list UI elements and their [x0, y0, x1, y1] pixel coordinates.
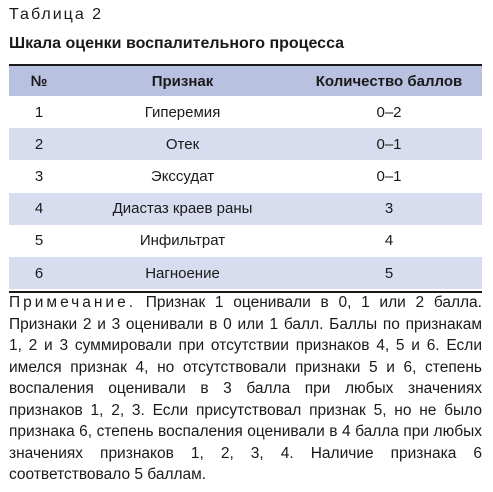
row-score: 0–2 [376, 103, 402, 121]
header-score: Количество баллов [315, 72, 463, 90]
table-row [9, 257, 482, 289]
row-number: 2 [34, 135, 44, 153]
row-score: 0–1 [376, 135, 402, 153]
row-number: 3 [34, 167, 44, 185]
row-sign: Гиперемия [144, 103, 221, 121]
table-row [9, 160, 482, 192]
table-header-row [9, 66, 482, 96]
row-number: 4 [34, 200, 44, 218]
table-row [9, 96, 482, 128]
row-score: 5 [384, 264, 394, 282]
scoring-table [9, 66, 482, 289]
row-sign: Нагноение [145, 264, 220, 282]
row-sign: Экссудат [150, 167, 215, 185]
row-sign: Диастаз краев раны [112, 200, 253, 218]
row-sign: Инфильтрат [139, 232, 226, 250]
row-score: 3 [384, 200, 394, 218]
header-sign: Признак [151, 72, 214, 90]
row-score: 0–1 [376, 167, 402, 185]
table-row [9, 193, 482, 225]
row-number: 6 [34, 264, 44, 282]
table-title: Шкала оценки воспалительного процесса [9, 35, 345, 52]
row-sign: Отек [165, 135, 200, 153]
row-score: 4 [384, 232, 394, 250]
table-footnote [9, 292, 482, 486]
footnote-lead: Примечание. [9, 294, 137, 311]
table-label: Таблица 2 [9, 6, 104, 23]
table-row [9, 128, 482, 160]
table-row [9, 225, 482, 257]
footnote-text: Признак 1 оценивали в 0, 1 или 2 балла. Признаки 2 и 3 оценивали в 0 или 1 балл. Баллы по признакам 1, 2 и 3 суммировали при отсутствии признаков 4, 5 и 6. Если имелся признак 4, но отсутствовали признаки 5 и 6, степень воспаления оценивали в 3 балла при любых значениях признаков 1, 2, 3. Если присутствовал признак 5, но не было признака 6, степень воспаления оценивали в 4 балла при любых значениях признаков 1, 2, 3, 4. Наличие признака 6 соответствовало 5 баллам. [9, 294, 482, 483]
row-number: 1 [34, 103, 44, 121]
header-number: № [30, 72, 48, 90]
row-number: 5 [34, 232, 44, 250]
